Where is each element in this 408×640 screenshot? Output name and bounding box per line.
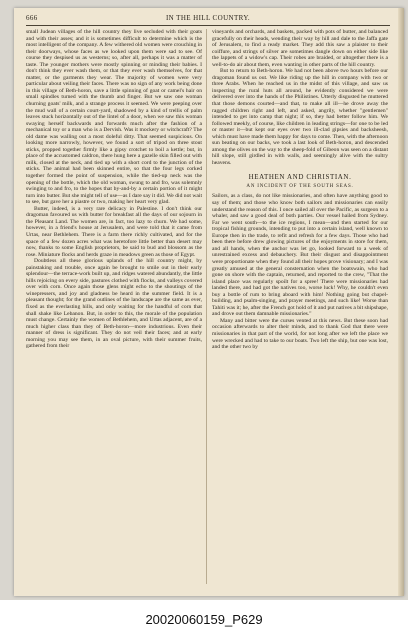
- column-divider: [206, 29, 207, 584]
- paragraph: Many and bitter were the curses vented at this news. But these soon had occasion afterwards to alter their minds, and to thank God that there were missionaries in that part of the world, for not long after we left the place we were wrecked and had to take to our boats. Two left the ship, but one was lost, and the other two by: [212, 317, 388, 351]
- paragraph: Butter, indeed, is a very rare delicacy in Palestine. I don't think our dragoman favoured us with butter for breakfast all the days of our sojourn in the Pleasant Land. The women are, in fact, too lazy to churn. We had some, however, in a friend's house at Jerusalem, and were told that it came from Urtas, near Bethlehem. There is a farm there richly cultivated, and for the space of a few dozen acres what was heretofore little better than desert may now, thanks to some English proprietors, be said to bud and blossom as the rose. Miniature flocks and herds graze in meadows green as those of Egypt.: [26, 205, 202, 258]
- paragraph: But to return to Beth-horon. We had not been above two hours before our dragoman found us out. We like riding up the hill in company with two or three Arabs. When he reached us in the midst of this village, and saw us inspecting the rural huts all around, he evidently considered we were delivered over into the hands of the Philistines. Utterly disgusted he muttered that those demons courted—and that, to make all ill—he drove away the ragged children right and left, and asked, angrily, whether "gentlemen" intended to get into camp that night; if so, they had better follow him. We followed meekly, of course, like children in leading strings—for one to be led or master it—but kept our eyes over two ill-clad gipsies and backsheesh, which must have made them happy for days to come. Then, with the afternoon sun beating on our backs, we took a last look of Beth-horon, and descended among the olives on the way to the sheep-fold of Gibeon was seen on a distant hill slope, still girdled in with walls, and seemingly alive with the sultry heavens.: [212, 68, 388, 166]
- article-subtitle: AN INCIDENT OF THE SOUTH SEAS.: [246, 184, 354, 190]
- left-column: [26, 29, 202, 350]
- running-title: IN THE HILL COUNTRY.: [165, 14, 251, 22]
- article-title: HEATHEN AND CHRISTIAN.: [248, 173, 352, 182]
- paragraph: small Judean villages of the hill country they live secluded with their goats and with their asses; and it is sometimes difficult to determine which is the most intelligent of the company. A few withered old women were crouching in their doorways, whose faces as we looked upon them were sad to see. Of course they despised us as westerns; so, after all, perhaps it was a matter of taste. The younger mothers were mostly spinning or minding their babies. I don't think they ever wash them, or that they ever wash themselves, for that matter, or the garments they wear. The majority of women were very particular about veiling their faces. There was no sign of any work being done in this village of Beth-horon, save a little spinning of goat or camel's hair on small spindles turned with the thumb and finger. But we saw one woman churning goats' milk, and a strange process it seemed. We were peeping over the mud wall of a certain court-yard, shadowed by a kind of trellis of palm leaves stuck horizontally out of the lintel of a door, when we saw this woman swaying herself backwards and forwards much after the fashion of a mechanical toy or a man who is a Dervish. Was it mockery or witchcraft? The old dame was walling out a most doleful ditty. That seemed suspicious. On looking more narrowly, however, we found a sort of tripod on three stout sticks, propped together firmly like a gipsy crotchet to boil a kettle; but, in place of the accustomed caldron, there hung here a gazelle skin filled out with milk, closed at the neck, and tied up with a short cord to the junction of the sticks. The animal had been skinned entire, so that the four legs corked together formed the point of suspension, while the tied-up neck was the opening of the bottle, which the old woman, swung to and fro, was solemnly swinging to and fro, to the hopes that by-and-by a certain portion of it might turn into butter. But she might tell of use—as I dare say it did. We did not wait to see, but gave her a piastre or two, making her heart very glad.: [26, 29, 202, 206]
- right-column: [212, 29, 388, 351]
- image-caption: 20020060159_P629: [0, 600, 408, 640]
- page-number: 666: [26, 14, 38, 22]
- paragraph: Doubtless all these glorious uplands of the hill country might, by painstaking and trouble, once again be brought to smile out in their early splendour—the terrace-work built up, and ridges watered abundantly, the little hills rejoicing on every side, pastures clothed with flocks, and valleys covered over with corn. Once again those glens might echo to the shoutings of the winepressers, and joy and gladness be heard in the summer field. It is a pleasant thought; for the grand outlines of the landscape are the same as ever, fixed as the everlasting hills, and only waiting for the handful of corn that shall shake like Lebanon. But, in order to this, the morale of the population must change. Certainly the women of Bethlehem, and Urtas adjacent, are of a much higher class than they of Beth-horon—more industrious. Even their manner of dress is significant. They do not veil their faces; and at early morning you may see them, in an oval picture, with their summer fruits, gathered from their: [26, 258, 202, 350]
- book-page: [14, 8, 404, 596]
- page-gutter: [398, 8, 404, 596]
- article-body: [212, 193, 388, 350]
- paragraph: Sailors, as a class, do not like missionaries, and often have anything good to say of them; and those who know both sailors and missionaries can easily understand the reason of this. I once sailed all over the Pacific, as surgeon to a whaler, and saw a good deal of both parties. Our vessel hailed from Sydney. Far we went south—to the ice regions, I mean—and then started for our tropical fishing grounds, intending to put into a certain island, well known to Europe then in the trade, to refit and refresh for a few days. Those who had been there before drew glowing pictures of the enjoyments in store for them, and all hands, when the anchor was let go, looked forward to a week of unrestrained excess and debauchery. But their disgust and disappointment were proportionate when they found all their hopes prove visionary; and I was greatly amused at the general consternation when the boatswain, who had gone on shore with the captain, returned, and reported to the crew, "That the island place was regularly spoilt for a spree! There were missionaries had landed there, and had got the natives too, worse luck! Why, he couldn't even buy a bottle of rum to bring aboard with him! Nothing going but chapel-building, and psalm-singing, and prayer meetings, and such like! Worse than Tahiti was it; he, after the French got hold of it and put natives a bit shipshape, and drove out them damnable missionaries.": [212, 193, 388, 318]
- paragraph: vineyards and orchards, and baskets, packed with pots of butter, and balanced gracefully on their heads, wending their way by hill and dale to the Jaffa gate of Jerusalem, to find a ready market. They add this saw a plaister to their coiffure, and strings of silver are sometimes dangle down on either side like the lappets of a widow's cap. Their robes are braided, or altogether there is a well-to-do air about them, even wanting in other parts of the hill country.: [212, 29, 388, 68]
- header-rule: [26, 25, 390, 26]
